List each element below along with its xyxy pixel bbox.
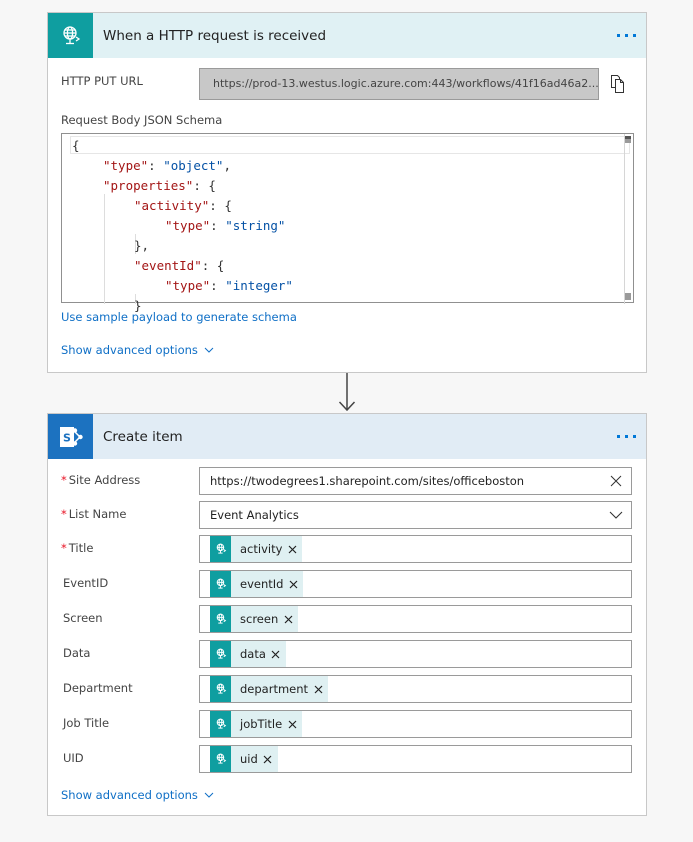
clear-x-icon[interactable] xyxy=(601,468,631,494)
http-globe-icon xyxy=(210,746,231,772)
field-screen[interactable] xyxy=(199,605,632,633)
show-advanced-options-label: Show advanced options xyxy=(61,343,198,357)
http-put-url-label: HTTP PUT URL xyxy=(61,74,143,88)
remove-token-icon[interactable] xyxy=(288,579,298,589)
field-job-title[interactable] xyxy=(199,710,632,738)
dynamic-content-token[interactable] xyxy=(210,746,278,772)
more-dots-icon[interactable] xyxy=(606,13,646,58)
schema-line: }, xyxy=(134,238,150,253)
token-label: eventId xyxy=(240,577,284,591)
chevron-down-icon xyxy=(204,791,214,799)
schema-line: "type": "object", xyxy=(103,158,231,173)
remove-token-icon[interactable] xyxy=(313,684,323,694)
editor-scrollbar-track[interactable] xyxy=(624,134,625,304)
http-put-url-field[interactable]: https://prod-13.westus.logic.azure.com:443/workflows/41f16ad46a2... xyxy=(199,68,599,100)
field-label-department: Department xyxy=(63,681,133,695)
field-data[interactable] xyxy=(199,640,632,668)
http-trigger-card xyxy=(47,12,647,373)
dynamic-content-token[interactable] xyxy=(210,536,302,562)
field-label-eventid: EventID xyxy=(63,576,109,590)
http-globe-icon xyxy=(210,711,231,737)
schema-line: } xyxy=(134,298,142,313)
field-label-job-title: Job Title xyxy=(63,716,110,730)
dynamic-content-token[interactable] xyxy=(210,571,303,597)
schema-line: { xyxy=(72,138,80,153)
remove-token-icon[interactable] xyxy=(263,754,273,764)
active-line-highlight xyxy=(70,136,630,154)
schema-line: "activity": { xyxy=(134,198,232,213)
http-globe-icon xyxy=(210,641,231,667)
site-address-label: * Site Address xyxy=(61,473,141,487)
http-globe-icon xyxy=(210,676,231,702)
field-title[interactable] xyxy=(199,535,632,563)
token-label: data xyxy=(240,647,266,661)
sharepoint-icon xyxy=(48,414,93,459)
schema-line: "type": "string" xyxy=(165,218,286,233)
editor-scrollbar-up[interactable] xyxy=(625,139,631,143)
list-name-value: Event Analytics xyxy=(210,508,299,522)
create-item-title: Create item xyxy=(103,428,183,445)
token-label: department xyxy=(240,682,309,696)
remove-token-icon[interactable] xyxy=(271,649,281,659)
field-eventid[interactable] xyxy=(199,570,632,598)
schema-line: "eventId": { xyxy=(134,258,225,273)
list-name-dropdown[interactable] xyxy=(199,501,632,529)
http-globe-icon xyxy=(48,13,93,58)
create-item-header[interactable] xyxy=(48,414,646,459)
field-label-data: Data xyxy=(63,646,91,660)
schema-label: Request Body JSON Schema xyxy=(61,113,223,127)
site-address-value: https://twodegrees1.sharepoint.com/sites/officeboston xyxy=(210,474,525,488)
create-item-card xyxy=(47,413,647,816)
remove-token-icon[interactable] xyxy=(287,544,297,554)
http-globe-icon xyxy=(210,536,231,562)
field-label-uid: UID xyxy=(63,751,84,765)
remove-token-icon[interactable] xyxy=(287,719,297,729)
http-trigger-title: When a HTTP request is received xyxy=(103,27,327,44)
svg-text:S: S xyxy=(62,431,71,444)
field-department[interactable] xyxy=(199,675,632,703)
json-schema-editor[interactable] xyxy=(61,133,634,313)
field-label-title: * Title xyxy=(61,541,94,555)
http-trigger-header[interactable] xyxy=(48,13,646,58)
indent-guide xyxy=(104,194,105,304)
more-dots-icon[interactable] xyxy=(606,414,646,459)
site-address-field[interactable] xyxy=(199,467,632,495)
copy-icon[interactable] xyxy=(609,74,627,94)
schema-line: "type": "integer" xyxy=(165,278,293,293)
token-label: screen xyxy=(240,612,279,626)
dynamic-content-token[interactable] xyxy=(210,641,286,667)
schema-line: "properties": { xyxy=(103,178,216,193)
editor-scrollbar-down[interactable] xyxy=(625,293,631,300)
chevron-down-icon xyxy=(204,346,214,354)
show-advanced-options-label: Show advanced options xyxy=(61,788,198,802)
show-advanced-options-link[interactable] xyxy=(61,343,214,357)
show-advanced-options-link[interactable] xyxy=(61,788,214,802)
token-label: activity xyxy=(240,542,283,556)
flow-arrow-icon xyxy=(337,373,357,413)
list-name-label: * List Name xyxy=(61,507,127,521)
field-uid[interactable] xyxy=(199,745,632,773)
token-label: jobTitle xyxy=(240,717,283,731)
http-globe-icon xyxy=(210,571,231,597)
dynamic-content-token[interactable] xyxy=(210,676,328,702)
http-globe-icon xyxy=(210,606,231,632)
remove-token-icon[interactable] xyxy=(283,614,293,624)
use-sample-payload-link[interactable]: Use sample payload to generate schema xyxy=(61,310,297,324)
field-label-screen: Screen xyxy=(63,611,103,625)
chevron-down-icon[interactable] xyxy=(601,502,631,528)
token-label: uid xyxy=(240,752,258,766)
dynamic-content-token[interactable] xyxy=(210,711,302,737)
dynamic-content-token[interactable] xyxy=(210,606,298,632)
